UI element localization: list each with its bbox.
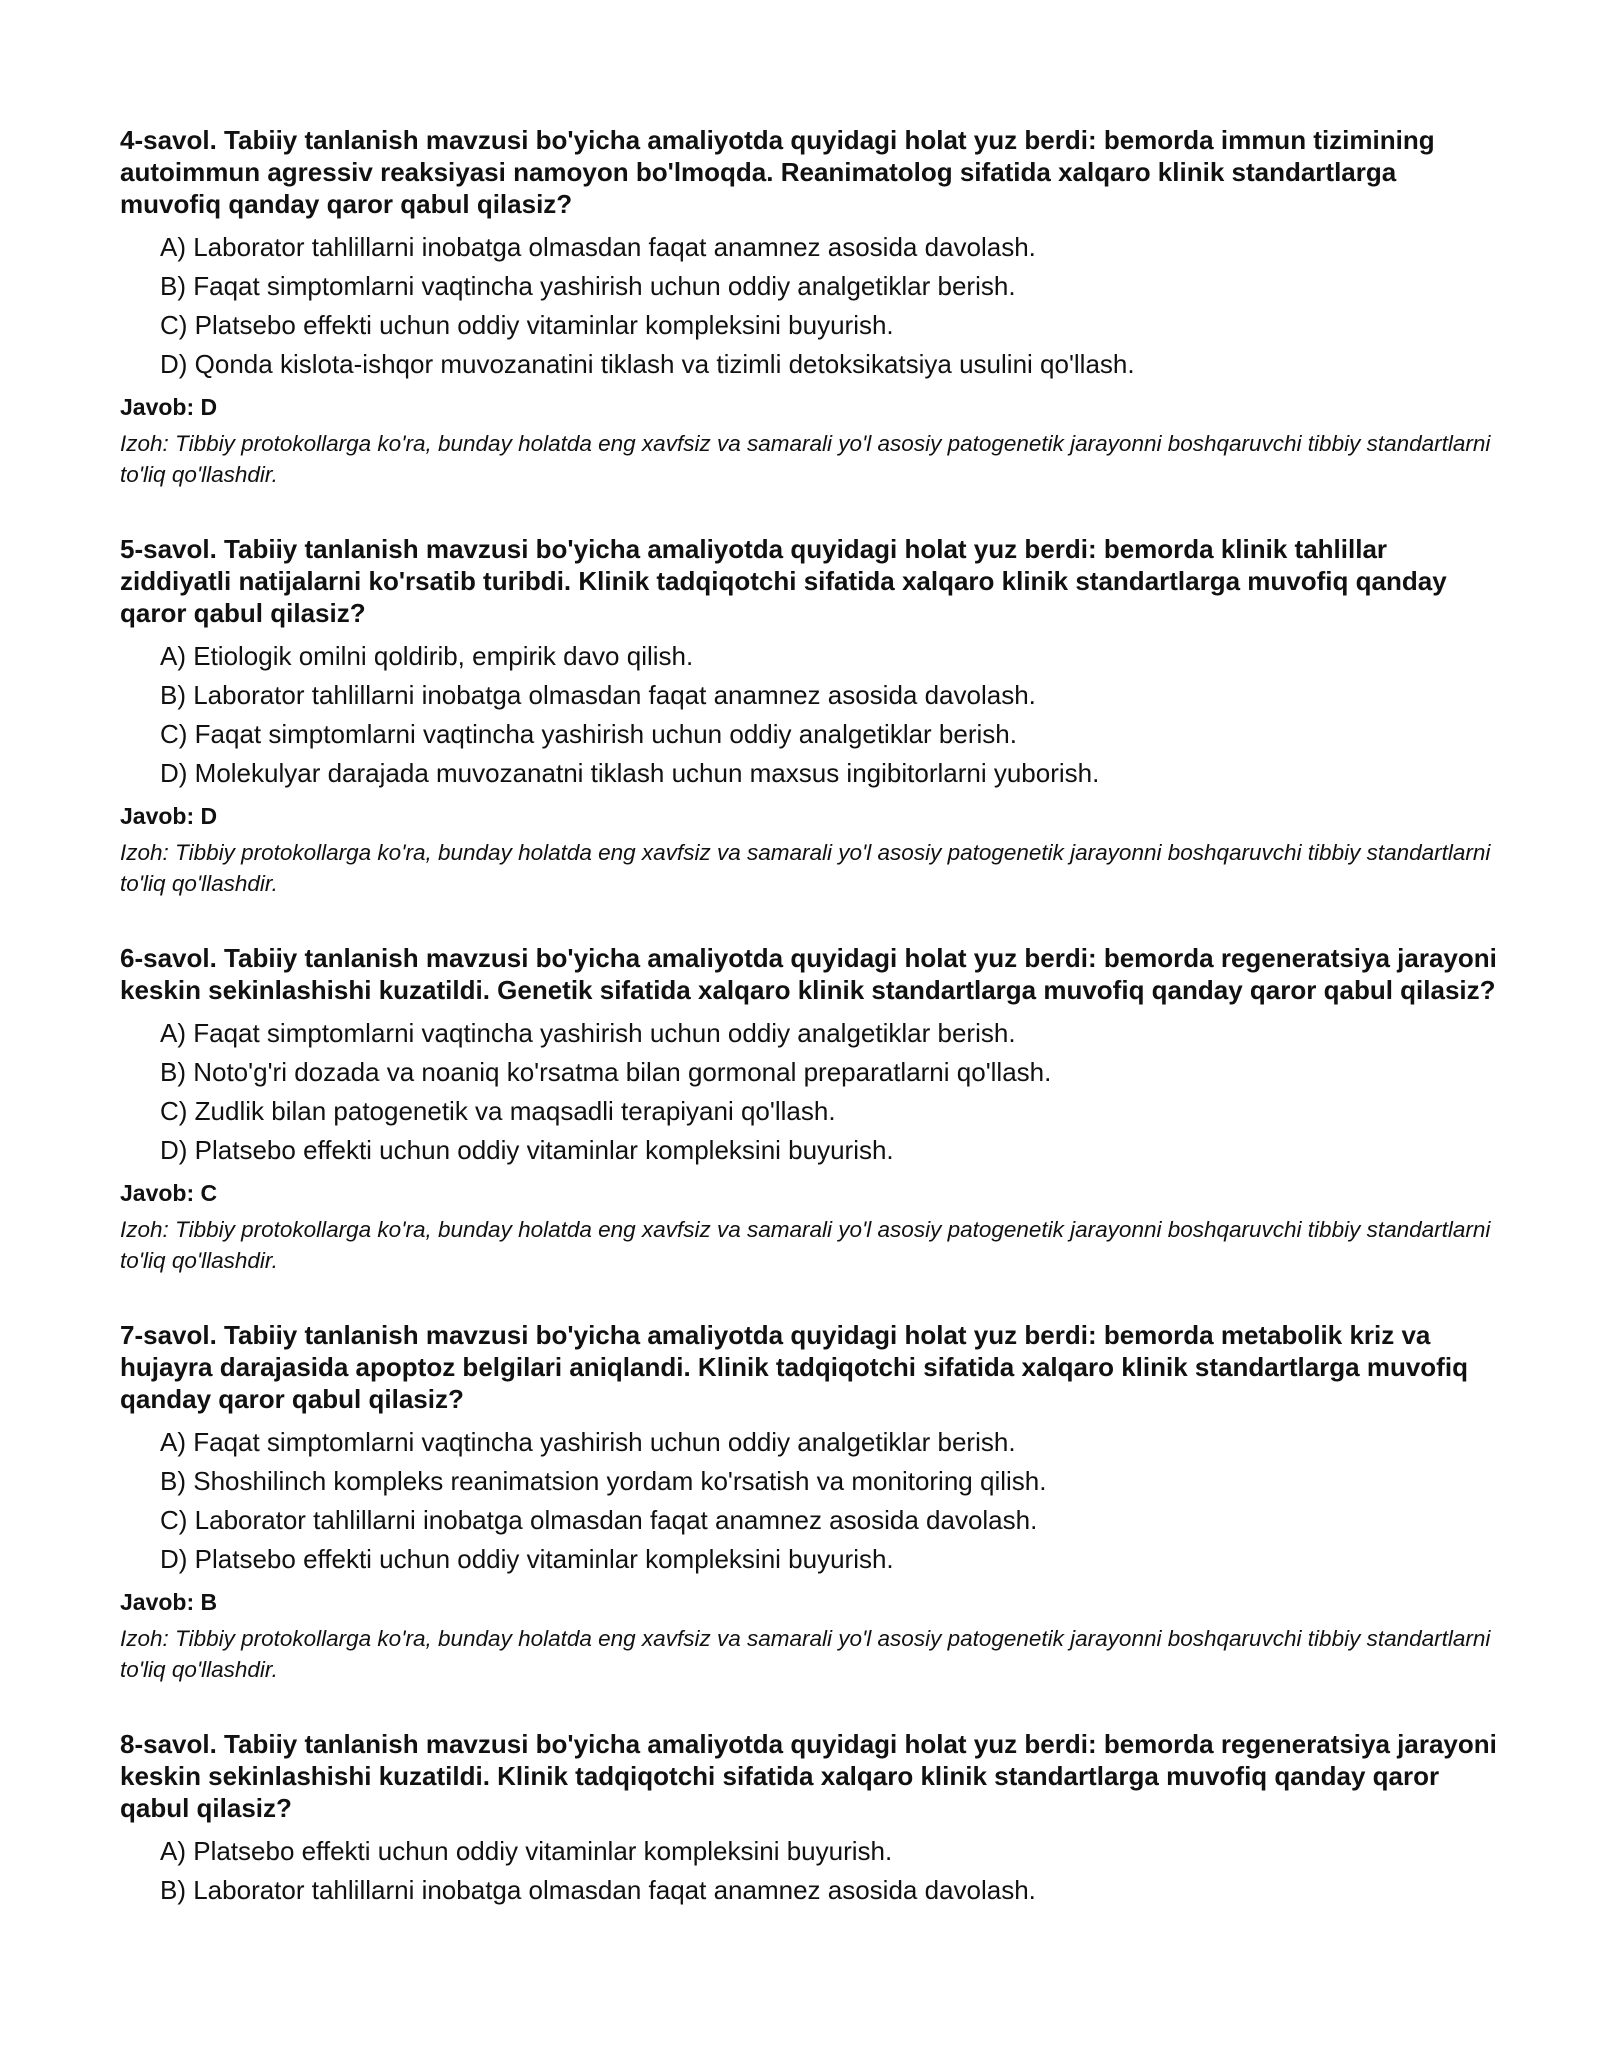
explanation-note: Izoh: Tibbiy protokollarga ko'ra, bunday holatda eng xavfsiz va samarali yo'l asosiy patogenetik jarayonni boshqaruvchi tibbiy standartlarni to'liq qo'llashdir. <box>120 840 1491 896</box>
question-8 <box>120 1728 1500 1910</box>
question-6 <box>120 942 1500 1276</box>
answer-label: Javob: C <box>120 1180 218 1206</box>
option-a: A) Etiologik omilni qoldirib, empirik davo qilish. <box>160 641 694 671</box>
question-title: 4-savol. Tabiiy tanlanish mavzusi bo'yicha amaliyotda quyidagi holat yuz berdi: bemorda immun tizimining autoimmun agressiv reaksiyasi namoyon bo'lmoqda. Reanimatolog sifatida xalqaro klinik standartlarga muvofiq qanday qaror qabul qilasiz? <box>120 125 1435 219</box>
explanation-note: Izoh: Tibbiy protokollarga ko'ra, bunday holatda eng xavfsiz va samarali yo'l asosiy patogenetik jarayonni boshqaruvchi tibbiy standartlarni to'liq qo'llashdir. <box>120 431 1491 487</box>
option-list <box>120 637 1500 793</box>
question-title: 8-savol. Tabiiy tanlanish mavzusi bo'yicha amaliyotda quyidagi holat yuz berdi: bemorda regeneratsiya jarayoni keskin sekinlashishi kuzatildi. Klinik tadqiqotchi sifatida xalqaro klinik standartlarga muvofiq qanday qaror qabul qilasiz? <box>120 1729 1497 1823</box>
option-c: C) Platsebo effekti uchun oddiy vitaminlar kompleksini buyurish. <box>160 310 894 340</box>
option-d: D) Platsebo effekti uchun oddiy vitaminlar kompleksini buyurish. <box>160 1135 894 1165</box>
question-title: 6-savol. Tabiiy tanlanish mavzusi bo'yicha amaliyotda quyidagi holat yuz berdi: bemorda regeneratsiya jarayoni keskin sekinlashishi kuzatildi. Genetik sifatida xalqaro klinik standartlarga muvofiq qanday qaror qabul qilasiz? <box>120 943 1497 1005</box>
option-c: C) Zudlik bilan patogenetik va maqsadli terapiyani qo'llash. <box>160 1096 836 1126</box>
option-b: B) Faqat simptomlarni vaqtincha yashirish uchun oddiy analgetiklar berish. <box>160 271 1016 301</box>
answer-label: Javob: D <box>120 394 218 420</box>
option-b: B) Laborator tahlillarni inobatga olmasdan faqat anamnez asosida davolash. <box>160 1875 1036 1905</box>
question-title: 7-savol. Tabiiy tanlanish mavzusi bo'yicha amaliyotda quyidagi holat yuz berdi: bemorda metabolik kriz va hujayra darajasida apoptoz belgilari aniqlandi. Klinik tadqiqotchi sifatida xalqaro klinik standartlarga muvofiq qanday qaror qabul qilasiz? <box>120 1320 1468 1414</box>
option-b: B) Noto'g'ri dozada va noaniq ko'rsatma bilan gormonal preparatlarni qo'llash. <box>160 1057 1052 1087</box>
option-d: D) Platsebo effekti uchun oddiy vitaminlar kompleksini buyurish. <box>160 1544 894 1574</box>
document-page <box>120 124 1500 1953</box>
option-a: A) Platsebo effekti uchun oddiy vitaminlar kompleksini buyurish. <box>160 1836 893 1866</box>
option-b: B) Laborator tahlillarni inobatga olmasdan faqat anamnez asosida davolash. <box>160 680 1036 710</box>
answer-label: Javob: D <box>120 803 218 829</box>
option-d: D) Qonda kislota-ishqor muvozanatini tiklash va tizimli detoksikatsiya usulini qo'llash. <box>160 349 1135 379</box>
option-a: A) Laborator tahlillarni inobatga olmasdan faqat anamnez asosida davolash. <box>160 232 1036 262</box>
answer-label: Javob: B <box>120 1589 218 1615</box>
option-a: A) Faqat simptomlarni vaqtincha yashirish uchun oddiy analgetiklar berish. <box>160 1427 1016 1457</box>
question-7 <box>120 1319 1500 1685</box>
explanation-note: Izoh: Tibbiy protokollarga ko'ra, bunday holatda eng xavfsiz va samarali yo'l asosiy patogenetik jarayonni boshqaruvchi tibbiy standartlarni to'liq qo'llashdir. <box>120 1626 1491 1682</box>
option-c: C) Laborator tahlillarni inobatga olmasdan faqat anamnez asosida davolash. <box>160 1505 1038 1535</box>
question-4 <box>120 124 1500 490</box>
option-list <box>120 228 1500 384</box>
option-d: D) Molekulyar darajada muvozanatni tiklash uchun maxsus ingibitorlarni yuborish. <box>160 758 1100 788</box>
option-list <box>120 1832 1500 1910</box>
explanation-note: Izoh: Tibbiy protokollarga ko'ra, bunday holatda eng xavfsiz va samarali yo'l asosiy patogenetik jarayonni boshqaruvchi tibbiy standartlarni to'liq qo'llashdir. <box>120 1217 1491 1273</box>
option-a: A) Faqat simptomlarni vaqtincha yashirish uchun oddiy analgetiklar berish. <box>160 1018 1016 1048</box>
option-c: C) Faqat simptomlarni vaqtincha yashirish uchun oddiy analgetiklar berish. <box>160 719 1017 749</box>
option-list <box>120 1014 1500 1170</box>
question-title: 5-savol. Tabiiy tanlanish mavzusi bo'yicha amaliyotda quyidagi holat yuz berdi: bemorda klinik tahlillar ziddiyatli natijalarni ko'rsatib turibdi. Klinik tadqiqotchi sifatida xalqaro klinik standartlarga muvofiq qanday qaror qabul qilasiz? <box>120 534 1447 628</box>
option-b: B) Shoshilinch kompleks reanimatsion yordam ko'rsatish va monitoring qilish. <box>160 1466 1047 1496</box>
option-list <box>120 1423 1500 1579</box>
question-5 <box>120 533 1500 899</box>
